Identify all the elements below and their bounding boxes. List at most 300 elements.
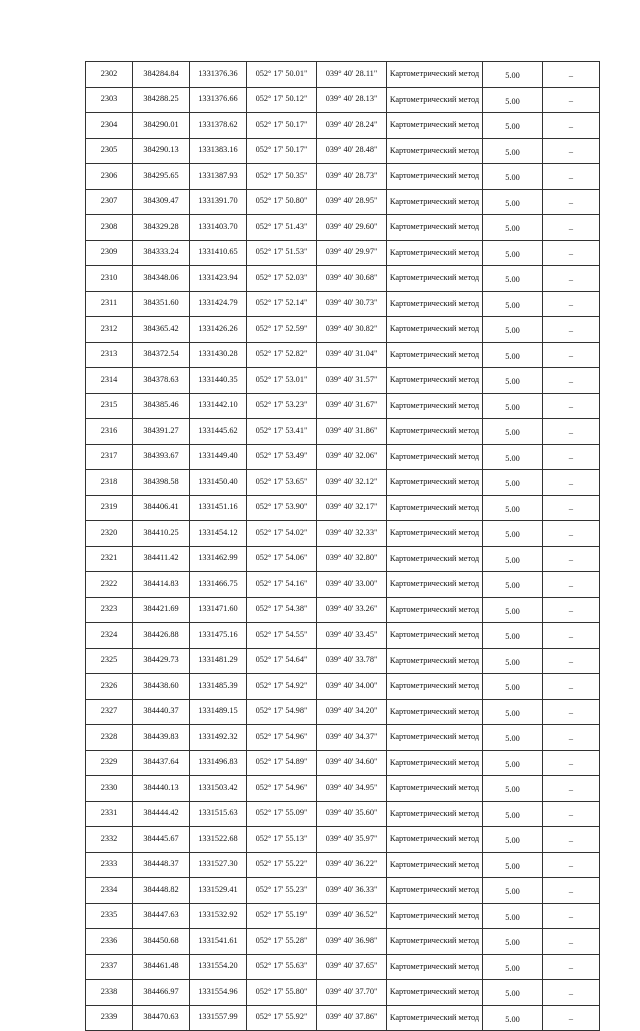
point-number-cell: 2330 bbox=[86, 776, 133, 802]
method-cell: Картометрический метод bbox=[387, 444, 483, 470]
x-coordinate-cell: 384290.13 bbox=[133, 138, 190, 164]
x-coordinate-cell: 384406.41 bbox=[133, 495, 190, 521]
y-coordinate-cell: 1331430.28 bbox=[190, 342, 247, 368]
table-row bbox=[86, 317, 600, 343]
x-coordinate-cell: 384426.88 bbox=[133, 623, 190, 649]
point-number-cell: 2321 bbox=[86, 546, 133, 572]
latitude-cell: 052° 17' 50.17" bbox=[247, 113, 317, 139]
note-cell: – bbox=[543, 1005, 600, 1031]
latitude-cell: 052° 17' 53.90" bbox=[247, 495, 317, 521]
table-row bbox=[86, 929, 600, 955]
x-coordinate-cell: 384444.42 bbox=[133, 801, 190, 827]
note-cell: – bbox=[543, 725, 600, 751]
point-number-cell: 2334 bbox=[86, 878, 133, 904]
y-coordinate-cell: 1331554.20 bbox=[190, 954, 247, 980]
x-coordinate-cell: 384372.54 bbox=[133, 342, 190, 368]
point-number-cell: 2303 bbox=[86, 87, 133, 113]
accuracy-cell: 5.00 bbox=[483, 903, 543, 929]
accuracy-cell: 5.00 bbox=[483, 113, 543, 139]
latitude-cell: 052° 17' 50.17" bbox=[247, 138, 317, 164]
method-cell: Картометрический метод bbox=[387, 878, 483, 904]
point-number-cell: 2327 bbox=[86, 699, 133, 725]
x-coordinate-cell: 384448.37 bbox=[133, 852, 190, 878]
latitude-cell: 052° 17' 53.49" bbox=[247, 444, 317, 470]
accuracy-cell: 5.00 bbox=[483, 776, 543, 802]
longitude-cell: 039° 40' 32.33" bbox=[317, 521, 387, 547]
note-cell: – bbox=[543, 623, 600, 649]
longitude-cell: 039° 40' 31.67" bbox=[317, 393, 387, 419]
method-cell: Картометрический метод bbox=[387, 342, 483, 368]
note-cell: – bbox=[543, 215, 600, 241]
y-coordinate-cell: 1331387.93 bbox=[190, 164, 247, 190]
longitude-cell: 039° 40' 34.60" bbox=[317, 750, 387, 776]
method-cell: Картометрический метод bbox=[387, 954, 483, 980]
y-coordinate-cell: 1331481.29 bbox=[190, 648, 247, 674]
coordinates-table-body bbox=[86, 62, 600, 1031]
x-coordinate-cell: 384365.42 bbox=[133, 317, 190, 343]
latitude-cell: 052° 17' 52.82" bbox=[247, 342, 317, 368]
longitude-cell: 039° 40' 34.20" bbox=[317, 699, 387, 725]
method-cell: Картометрический метод bbox=[387, 674, 483, 700]
longitude-cell: 039° 40' 36.33" bbox=[317, 878, 387, 904]
latitude-cell: 052° 17' 55.09" bbox=[247, 801, 317, 827]
x-coordinate-cell: 384295.65 bbox=[133, 164, 190, 190]
x-coordinate-cell: 384439.83 bbox=[133, 725, 190, 751]
table-row bbox=[86, 444, 600, 470]
method-cell: Картометрический метод bbox=[387, 393, 483, 419]
note-cell: – bbox=[543, 521, 600, 547]
note-cell: – bbox=[543, 546, 600, 572]
note-cell: – bbox=[543, 113, 600, 139]
method-cell: Картометрический метод bbox=[387, 750, 483, 776]
table-row bbox=[86, 342, 600, 368]
note-cell: – bbox=[543, 189, 600, 215]
accuracy-cell: 5.00 bbox=[483, 878, 543, 904]
method-cell: Картометрический метод bbox=[387, 776, 483, 802]
y-coordinate-cell: 1331496.83 bbox=[190, 750, 247, 776]
y-coordinate-cell: 1331445.62 bbox=[190, 419, 247, 445]
method-cell: Картометрический метод bbox=[387, 266, 483, 292]
note-cell: – bbox=[543, 470, 600, 496]
y-coordinate-cell: 1331378.62 bbox=[190, 113, 247, 139]
point-number-cell: 2312 bbox=[86, 317, 133, 343]
longitude-cell: 039° 40' 28.13" bbox=[317, 87, 387, 113]
x-coordinate-cell: 384378.63 bbox=[133, 368, 190, 394]
latitude-cell: 052° 17' 50.35" bbox=[247, 164, 317, 190]
x-coordinate-cell: 384421.69 bbox=[133, 597, 190, 623]
longitude-cell: 039° 40' 31.57" bbox=[317, 368, 387, 394]
y-coordinate-cell: 1331440.35 bbox=[190, 368, 247, 394]
note-cell: – bbox=[543, 240, 600, 266]
table-row bbox=[86, 980, 600, 1006]
y-coordinate-cell: 1331449.40 bbox=[190, 444, 247, 470]
x-coordinate-cell: 384329.28 bbox=[133, 215, 190, 241]
accuracy-cell: 5.00 bbox=[483, 750, 543, 776]
point-number-cell: 2328 bbox=[86, 725, 133, 751]
point-number-cell: 2309 bbox=[86, 240, 133, 266]
table-row bbox=[86, 266, 600, 292]
accuracy-cell: 5.00 bbox=[483, 1005, 543, 1031]
table-row bbox=[86, 1005, 600, 1031]
y-coordinate-cell: 1331376.36 bbox=[190, 62, 247, 88]
x-coordinate-cell: 384448.82 bbox=[133, 878, 190, 904]
y-coordinate-cell: 1331471.60 bbox=[190, 597, 247, 623]
latitude-cell: 052° 17' 55.13" bbox=[247, 827, 317, 853]
table-row bbox=[86, 878, 600, 904]
method-cell: Картометрический метод bbox=[387, 368, 483, 394]
point-number-cell: 2338 bbox=[86, 980, 133, 1006]
note-cell: – bbox=[543, 444, 600, 470]
latitude-cell: 052° 17' 55.19" bbox=[247, 903, 317, 929]
accuracy-cell: 5.00 bbox=[483, 801, 543, 827]
table-row bbox=[86, 215, 600, 241]
y-coordinate-cell: 1331529.41 bbox=[190, 878, 247, 904]
method-cell: Картометрический метод bbox=[387, 62, 483, 88]
y-coordinate-cell: 1331383.16 bbox=[190, 138, 247, 164]
method-cell: Картометрический метод bbox=[387, 87, 483, 113]
y-coordinate-cell: 1331410.65 bbox=[190, 240, 247, 266]
y-coordinate-cell: 1331492.32 bbox=[190, 725, 247, 751]
table-row bbox=[86, 87, 600, 113]
longitude-cell: 039° 40' 37.70" bbox=[317, 980, 387, 1006]
latitude-cell: 052° 17' 50.01" bbox=[247, 62, 317, 88]
longitude-cell: 039° 40' 34.95" bbox=[317, 776, 387, 802]
x-coordinate-cell: 384284.84 bbox=[133, 62, 190, 88]
accuracy-cell: 5.00 bbox=[483, 189, 543, 215]
y-coordinate-cell: 1331515.63 bbox=[190, 801, 247, 827]
note-cell: – bbox=[543, 699, 600, 725]
x-coordinate-cell: 384429.73 bbox=[133, 648, 190, 674]
latitude-cell: 052° 17' 54.98" bbox=[247, 699, 317, 725]
y-coordinate-cell: 1331442.10 bbox=[190, 393, 247, 419]
x-coordinate-cell: 384309.47 bbox=[133, 189, 190, 215]
method-cell: Картометрический метод bbox=[387, 546, 483, 572]
x-coordinate-cell: 384411.42 bbox=[133, 546, 190, 572]
note-cell: – bbox=[543, 597, 600, 623]
note-cell: – bbox=[543, 317, 600, 343]
latitude-cell: 052° 17' 55.28" bbox=[247, 929, 317, 955]
y-coordinate-cell: 1331454.12 bbox=[190, 521, 247, 547]
table-row bbox=[86, 801, 600, 827]
x-coordinate-cell: 384348.06 bbox=[133, 266, 190, 292]
method-cell: Картометрический метод bbox=[387, 903, 483, 929]
accuracy-cell: 5.00 bbox=[483, 138, 543, 164]
latitude-cell: 052° 17' 52.14" bbox=[247, 291, 317, 317]
longitude-cell: 039° 40' 28.48" bbox=[317, 138, 387, 164]
accuracy-cell: 5.00 bbox=[483, 291, 543, 317]
accuracy-cell: 5.00 bbox=[483, 164, 543, 190]
x-coordinate-cell: 384450.68 bbox=[133, 929, 190, 955]
longitude-cell: 039° 40' 28.73" bbox=[317, 164, 387, 190]
table-row bbox=[86, 546, 600, 572]
latitude-cell: 052° 17' 54.89" bbox=[247, 750, 317, 776]
accuracy-cell: 5.00 bbox=[483, 725, 543, 751]
accuracy-cell: 5.00 bbox=[483, 342, 543, 368]
x-coordinate-cell: 384288.25 bbox=[133, 87, 190, 113]
longitude-cell: 039° 40' 36.98" bbox=[317, 929, 387, 955]
note-cell: – bbox=[543, 878, 600, 904]
note-cell: – bbox=[543, 393, 600, 419]
longitude-cell: 039° 40' 37.86" bbox=[317, 1005, 387, 1031]
accuracy-cell: 5.00 bbox=[483, 648, 543, 674]
accuracy-cell: 5.00 bbox=[483, 699, 543, 725]
latitude-cell: 052° 17' 54.64" bbox=[247, 648, 317, 674]
latitude-cell: 052° 17' 55.63" bbox=[247, 954, 317, 980]
note-cell: – bbox=[543, 138, 600, 164]
method-cell: Картометрический метод bbox=[387, 929, 483, 955]
latitude-cell: 052° 17' 53.01" bbox=[247, 368, 317, 394]
longitude-cell: 039° 40' 28.11" bbox=[317, 62, 387, 88]
accuracy-cell: 5.00 bbox=[483, 954, 543, 980]
note-cell: – bbox=[543, 674, 600, 700]
point-number-cell: 2339 bbox=[86, 1005, 133, 1031]
accuracy-cell: 5.00 bbox=[483, 470, 543, 496]
longitude-cell: 039° 40' 28.95" bbox=[317, 189, 387, 215]
latitude-cell: 052° 17' 50.80" bbox=[247, 189, 317, 215]
accuracy-cell: 5.00 bbox=[483, 62, 543, 88]
note-cell: – bbox=[543, 827, 600, 853]
x-coordinate-cell: 384445.67 bbox=[133, 827, 190, 853]
latitude-cell: 052° 17' 54.02" bbox=[247, 521, 317, 547]
longitude-cell: 039° 40' 30.68" bbox=[317, 266, 387, 292]
method-cell: Картометрический метод bbox=[387, 597, 483, 623]
x-coordinate-cell: 384438.60 bbox=[133, 674, 190, 700]
method-cell: Картометрический метод bbox=[387, 240, 483, 266]
y-coordinate-cell: 1331532.92 bbox=[190, 903, 247, 929]
accuracy-cell: 5.00 bbox=[483, 597, 543, 623]
point-number-cell: 2308 bbox=[86, 215, 133, 241]
method-cell: Картометрический метод bbox=[387, 980, 483, 1006]
accuracy-cell: 5.00 bbox=[483, 317, 543, 343]
method-cell: Картометрический метод bbox=[387, 1005, 483, 1031]
table-row bbox=[86, 470, 600, 496]
accuracy-cell: 5.00 bbox=[483, 368, 543, 394]
method-cell: Картометрический метод bbox=[387, 495, 483, 521]
longitude-cell: 039° 40' 35.97" bbox=[317, 827, 387, 853]
latitude-cell: 052° 17' 55.22" bbox=[247, 852, 317, 878]
latitude-cell: 052° 17' 52.03" bbox=[247, 266, 317, 292]
point-number-cell: 2314 bbox=[86, 368, 133, 394]
table-row bbox=[86, 954, 600, 980]
method-cell: Картометрический метод bbox=[387, 521, 483, 547]
latitude-cell: 052° 17' 55.80" bbox=[247, 980, 317, 1006]
longitude-cell: 039° 40' 37.65" bbox=[317, 954, 387, 980]
accuracy-cell: 5.00 bbox=[483, 444, 543, 470]
x-coordinate-cell: 384290.01 bbox=[133, 113, 190, 139]
note-cell: – bbox=[543, 572, 600, 598]
table-row bbox=[86, 368, 600, 394]
y-coordinate-cell: 1331403.70 bbox=[190, 215, 247, 241]
y-coordinate-cell: 1331489.15 bbox=[190, 699, 247, 725]
x-coordinate-cell: 384391.27 bbox=[133, 419, 190, 445]
y-coordinate-cell: 1331423.94 bbox=[190, 266, 247, 292]
latitude-cell: 052° 17' 50.12" bbox=[247, 87, 317, 113]
point-number-cell: 2325 bbox=[86, 648, 133, 674]
x-coordinate-cell: 384393.67 bbox=[133, 444, 190, 470]
longitude-cell: 039° 40' 36.52" bbox=[317, 903, 387, 929]
note-cell: – bbox=[543, 648, 600, 674]
latitude-cell: 052° 17' 54.38" bbox=[247, 597, 317, 623]
point-number-cell: 2326 bbox=[86, 674, 133, 700]
y-coordinate-cell: 1331450.40 bbox=[190, 470, 247, 496]
accuracy-cell: 5.00 bbox=[483, 419, 543, 445]
accuracy-cell: 5.00 bbox=[483, 674, 543, 700]
point-number-cell: 2304 bbox=[86, 113, 133, 139]
y-coordinate-cell: 1331557.99 bbox=[190, 1005, 247, 1031]
accuracy-cell: 5.00 bbox=[483, 852, 543, 878]
longitude-cell: 039° 40' 32.80" bbox=[317, 546, 387, 572]
point-number-cell: 2318 bbox=[86, 470, 133, 496]
point-number-cell: 2333 bbox=[86, 852, 133, 878]
latitude-cell: 052° 17' 53.65" bbox=[247, 470, 317, 496]
latitude-cell: 052° 17' 55.23" bbox=[247, 878, 317, 904]
table-row bbox=[86, 138, 600, 164]
x-coordinate-cell: 384385.46 bbox=[133, 393, 190, 419]
y-coordinate-cell: 1331503.42 bbox=[190, 776, 247, 802]
table-row bbox=[86, 623, 600, 649]
point-number-cell: 2315 bbox=[86, 393, 133, 419]
point-number-cell: 2324 bbox=[86, 623, 133, 649]
accuracy-cell: 5.00 bbox=[483, 393, 543, 419]
table-row bbox=[86, 495, 600, 521]
note-cell: – bbox=[543, 852, 600, 878]
accuracy-cell: 5.00 bbox=[483, 827, 543, 853]
point-number-cell: 2317 bbox=[86, 444, 133, 470]
x-coordinate-cell: 384351.60 bbox=[133, 291, 190, 317]
method-cell: Картометрический метод bbox=[387, 801, 483, 827]
note-cell: – bbox=[543, 342, 600, 368]
latitude-cell: 052° 17' 52.59" bbox=[247, 317, 317, 343]
method-cell: Картометрический метод bbox=[387, 317, 483, 343]
table-row bbox=[86, 827, 600, 853]
y-coordinate-cell: 1331424.79 bbox=[190, 291, 247, 317]
table-row bbox=[86, 674, 600, 700]
note-cell: – bbox=[543, 776, 600, 802]
y-coordinate-cell: 1331391.70 bbox=[190, 189, 247, 215]
y-coordinate-cell: 1331376.66 bbox=[190, 87, 247, 113]
point-number-cell: 2307 bbox=[86, 189, 133, 215]
x-coordinate-cell: 384333.24 bbox=[133, 240, 190, 266]
note-cell: – bbox=[543, 801, 600, 827]
table-row bbox=[86, 597, 600, 623]
method-cell: Картометрический метод bbox=[387, 572, 483, 598]
x-coordinate-cell: 384440.37 bbox=[133, 699, 190, 725]
latitude-cell: 052° 17' 51.43" bbox=[247, 215, 317, 241]
point-number-cell: 2337 bbox=[86, 954, 133, 980]
table-row bbox=[86, 113, 600, 139]
accuracy-cell: 5.00 bbox=[483, 546, 543, 572]
longitude-cell: 039° 40' 33.00" bbox=[317, 572, 387, 598]
table-row bbox=[86, 852, 600, 878]
longitude-cell: 039° 40' 34.00" bbox=[317, 674, 387, 700]
longitude-cell: 039° 40' 35.60" bbox=[317, 801, 387, 827]
longitude-cell: 039° 40' 33.78" bbox=[317, 648, 387, 674]
method-cell: Картометрический метод bbox=[387, 291, 483, 317]
y-coordinate-cell: 1331541.61 bbox=[190, 929, 247, 955]
latitude-cell: 052° 17' 54.55" bbox=[247, 623, 317, 649]
y-coordinate-cell: 1331485.39 bbox=[190, 674, 247, 700]
table-row bbox=[86, 776, 600, 802]
note-cell: – bbox=[543, 980, 600, 1006]
latitude-cell: 052° 17' 51.53" bbox=[247, 240, 317, 266]
note-cell: – bbox=[543, 903, 600, 929]
accuracy-cell: 5.00 bbox=[483, 240, 543, 266]
table-row bbox=[86, 240, 600, 266]
x-coordinate-cell: 384470.63 bbox=[133, 1005, 190, 1031]
method-cell: Картометрический метод bbox=[387, 827, 483, 853]
accuracy-cell: 5.00 bbox=[483, 495, 543, 521]
note-cell: – bbox=[543, 954, 600, 980]
point-number-cell: 2323 bbox=[86, 597, 133, 623]
latitude-cell: 052° 17' 54.96" bbox=[247, 725, 317, 751]
x-coordinate-cell: 384398.58 bbox=[133, 470, 190, 496]
table-row bbox=[86, 903, 600, 929]
note-cell: – bbox=[543, 368, 600, 394]
note-cell: – bbox=[543, 419, 600, 445]
point-number-cell: 2329 bbox=[86, 750, 133, 776]
longitude-cell: 039° 40' 30.73" bbox=[317, 291, 387, 317]
longitude-cell: 039° 40' 31.04" bbox=[317, 342, 387, 368]
accuracy-cell: 5.00 bbox=[483, 929, 543, 955]
latitude-cell: 052° 17' 53.41" bbox=[247, 419, 317, 445]
longitude-cell: 039° 40' 32.06" bbox=[317, 444, 387, 470]
point-number-cell: 2305 bbox=[86, 138, 133, 164]
method-cell: Картометрический метод bbox=[387, 852, 483, 878]
method-cell: Картометрический метод bbox=[387, 419, 483, 445]
table-row bbox=[86, 648, 600, 674]
x-coordinate-cell: 384447.63 bbox=[133, 903, 190, 929]
longitude-cell: 039° 40' 32.17" bbox=[317, 495, 387, 521]
note-cell: – bbox=[543, 929, 600, 955]
method-cell: Картометрический метод bbox=[387, 189, 483, 215]
y-coordinate-cell: 1331426.26 bbox=[190, 317, 247, 343]
latitude-cell: 052° 17' 54.06" bbox=[247, 546, 317, 572]
accuracy-cell: 5.00 bbox=[483, 572, 543, 598]
longitude-cell: 039° 40' 31.86" bbox=[317, 419, 387, 445]
longitude-cell: 039° 40' 36.22" bbox=[317, 852, 387, 878]
table-row bbox=[86, 419, 600, 445]
x-coordinate-cell: 384414.83 bbox=[133, 572, 190, 598]
method-cell: Картометрический метод bbox=[387, 138, 483, 164]
longitude-cell: 039° 40' 28.24" bbox=[317, 113, 387, 139]
table-row bbox=[86, 291, 600, 317]
table-row bbox=[86, 572, 600, 598]
y-coordinate-cell: 1331466.75 bbox=[190, 572, 247, 598]
y-coordinate-cell: 1331451.16 bbox=[190, 495, 247, 521]
longitude-cell: 039° 40' 33.45" bbox=[317, 623, 387, 649]
table-row bbox=[86, 189, 600, 215]
table-row bbox=[86, 62, 600, 88]
note-cell: – bbox=[543, 750, 600, 776]
note-cell: – bbox=[543, 266, 600, 292]
table-row bbox=[86, 393, 600, 419]
method-cell: Картометрический метод bbox=[387, 699, 483, 725]
method-cell: Картометрический метод bbox=[387, 470, 483, 496]
longitude-cell: 039° 40' 33.26" bbox=[317, 597, 387, 623]
accuracy-cell: 5.00 bbox=[483, 215, 543, 241]
method-cell: Картометрический метод bbox=[387, 648, 483, 674]
point-number-cell: 2313 bbox=[86, 342, 133, 368]
note-cell: – bbox=[543, 495, 600, 521]
point-number-cell: 2302 bbox=[86, 62, 133, 88]
y-coordinate-cell: 1331475.16 bbox=[190, 623, 247, 649]
accuracy-cell: 5.00 bbox=[483, 266, 543, 292]
point-number-cell: 2311 bbox=[86, 291, 133, 317]
method-cell: Картометрический метод bbox=[387, 113, 483, 139]
x-coordinate-cell: 384410.25 bbox=[133, 521, 190, 547]
y-coordinate-cell: 1331554.96 bbox=[190, 980, 247, 1006]
latitude-cell: 052° 17' 54.16" bbox=[247, 572, 317, 598]
